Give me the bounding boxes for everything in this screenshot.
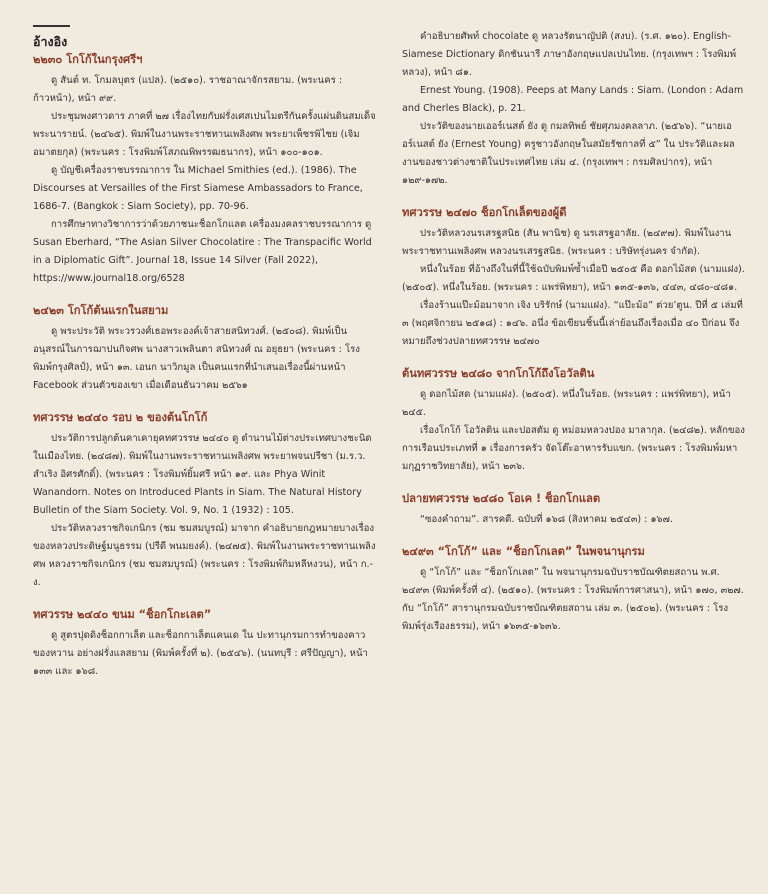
section-heading: ต้นทศวรรษ ๒๔๘๐ จากโกโก้ถึงโอวัลติน xyxy=(402,367,595,380)
reference-entry: ดู “โกโก้” และ “ช็อกโกเลต” ใน พจนานุกรมฉบับราชบัณฑิตยสถาน พ.ศ. ๒๔๙๓ (พิมพ์ครั้งที่ ๔). (๒๕๑๐). (พระนคร : โรงพิมพ์การศาสนา), หน้า ๑๗๐, ๓๒๗. กับ “โกโก้” สารานุกรมฉบับราชบัณฑิตยสถาน เล่ม ๓. (๒๕๐๒). (พระนคร : โรงพิมพ์รุ่งเรืองธรรม), หน้า ๑๖๓๕-๑๖๓๖. xyxy=(402,567,744,632)
reference-section xyxy=(33,409,377,592)
right-column xyxy=(402,28,746,650)
reference-entry: ประวัติของนายเออร์เนสต์ ยัง ดู กมลทิพย์ ชัยศุภมงคลลาภ. (๒๕๖๖). “นายเออร์เนสต์ ยัง (Ernest Young) ครูชาวอังกฤษในสมัยรัชกาลที่ ๕” ใน ประวัติและผลงานของชาวต่างชาติในประเทศไทย เล่ม ๔. (กรุงเทพฯ : กรมศิลปากร), หน้า ๑๒๙-๑๗๒. xyxy=(402,121,735,186)
reference-entry: “ซองคำถาม”. สารคดี. ฉบับที่ ๑๖๘ (สิงหาคม ๒๕๔๓) : ๑๖๗. xyxy=(420,514,673,525)
reference-entry: เรื่องโกโก้ โอวัลติน และปอสตัม ดู หม่อมหลวงปอง มาลากุล. (๒๔๘๒). หลักของการเรือนประเภทที่ ๑ เรื่องการครัว จัดโต๊ะอาหารรับแขก. (พระนคร : โรงพิมพ์มหามกุฏราชวิทยาลัย), หน้า ๒๓๖. xyxy=(402,425,745,472)
title-rule xyxy=(33,25,70,27)
reference-entry: ประชุมพงศาวดาร ภาคที่ ๒๗ เรื่องไทยกับฝรั่งเศสเปนไมตรีกันครั้งแผ่นดินสมเด็จพระนารายน์. (๒๔๖๕). พิมพ์ในงานพระราชทานเพลิงศพ พระยาเพ็ชรพิไชย (เจิม อมาตยกุล) (พระนคร : โรงพิมพ์โสภณพิพรรฒธนากร), หน้า ๑๐๐-๑๐๑. xyxy=(33,111,376,158)
reference-entry: Ernest Young. (1908). Peeps at Many Lands : Siam. (London : Adam and Cherles Black), p. 21. xyxy=(402,85,744,114)
section-heading: ทศวรรษ ๒๔๔๐ ขนม “ช็อกโกะเลต” xyxy=(33,608,212,621)
reference-entry: ดู ดอกไม้สด (นามแฝง). (๒๕๐๕). หนึ่งในร้อย. (พระนคร : แพร่พิทยา), หน้า ๒๔๕. xyxy=(402,389,731,418)
page-title: อ้างอิง xyxy=(33,34,68,49)
reference-entry: ประวัติหลวงนรเสรฐสนิธ (สัน พานิช) ดู นรเสรฐอาลัย. (๒๔๙๗). พิมพ์ในงานพระราชทานเพลิงศพ หลวงนรเสรฐสนิธ. (พระนคร : บริษัทรุ่งนคร จำกัด). xyxy=(402,228,732,257)
reference-entry: ดู สูตรปุดดิงช็อกกาเล็ต และช็อกกาเล็ตแคนเด ใน ปะทานุกรมการทำของคาวของหวาน อย่างฝรั่งแลสยาม (พิมพ์ครั้งที่ ๒). (๒๕๔๖). (นนทบุรี : ศรีปัญญา), หน้า ๑๓๓ และ ๑๖๘. xyxy=(33,630,368,677)
reference-entry: เรื่องร้านแป๊ะม้อมาจาก เจิง บริรักษ์ (นามแฝง). “แป๊ะม้อ” ต่วย’ตูน. ปีที่ ๕ เล่มที่ ๓ (พฤศจิกายน ๒๕๑๘) : ๑๔๖. อนึ่ง ข้อเขียนชิ้นนี้เล่าย้อนถึงเรื่องเมื่อ ๔๐ ปีก่อน จึงหมายถึงช่วงปลายทศวรรษ ๒๔๗๐ xyxy=(402,300,743,347)
reference-entry: หนึ่งในร้อย ที่อ้างถึงในที่นี้ใช้ฉบับพิมพ์ซ้ำเมื่อปี ๒๕๐๕ คือ ดอกไม้สด (นามแฝง). (๒๕๐๕). หนึ่งในร้อย. (พระนคร : แพร่พิทยา), หน้า ๑๓๕-๑๓๖, ๔๔๓, ๔๘๐-๔๘๑. xyxy=(402,264,745,293)
reference-entry: ดู บัญชีเครื่องราชบรรณาการ ใน Michael Smithies (ed.). (1986). The Discourses at Versailles of the First Siamese Ambassadors to France, 1686-7. (Bangkok : Siam Society), pp. 70-96. xyxy=(33,165,363,212)
reference-section xyxy=(402,28,746,190)
reference-entry: การศึกษาทางวิชาการว่าด้วยภาชนะช็อกโกแลต เครื่องมงคลราชบรรณาการ ดู Susan Eberhard, “The Asian Silver Chocolatire : The Transpacific World in a Diplomatic Gift”. Journal 18, Issue 14 Silver (Fall 2022), https://www.journal18.org/6528 xyxy=(33,219,372,284)
section-heading: ปลายทศวรรษ ๒๔๘๐ โอเค ! ช็อกโกแลต xyxy=(402,492,601,505)
reference-section xyxy=(402,365,746,476)
reference-section xyxy=(33,606,377,681)
reference-entry: คำอธิบายศัพท์ chocolate ดู หลวงรัตนาญัปติ (สงบ). (ร.ศ. ๑๒๐). English-Siamese Dictionary ดิกชันนารี ภาษาอังกฤษแปลเปนไทย. (กรุงเทพฯ : โรงพิมพ์หลวง), หน้า ๘๑. xyxy=(402,31,737,78)
section-heading: ๒๔๙๓ “โกโก้” และ “ช็อกโกเลต” ในพจนานุกรม xyxy=(402,545,645,558)
reference-entry: ประวัติการปลูกต้นคาเคายุคทศวรรษ ๒๔๔๐ ดู ตำนานไม้ต่างประเทศบางชะนิดในเมืองไทย. (๒๔๘๗). พิมพ์ในงานพระราชทานเพลิงศพ พระยาพจนปรีชา (ม.ร.ว. สำเริง อิศรศักดิ์). (พระนคร : โรงพิมพ์ยิ้มศรี หน้า ๑๙. และ Phya Winit Wanandorn. Notes on Introduced Plants in Siam. The Natural History Bulletin of the Siam Society. Vol. 9, No. 1 (1932) : 105. xyxy=(33,433,372,516)
section-heading: ทศวรรษ ๒๔๔๐ รอบ ๒ ของต้นโกโก้ xyxy=(33,411,208,424)
reference-section xyxy=(33,51,377,288)
section-heading: ๒๔๒๓ โกโก้ต้นแรกในสยาม xyxy=(33,304,169,317)
reference-section xyxy=(33,302,377,395)
section-heading: ทศวรรษ ๒๔๗๐ ช็อกโกเล็ตของผู้ดี xyxy=(402,206,567,219)
reference-section xyxy=(402,543,746,636)
reference-entry: ดู สันต์ ท. โกมลบุตร (แปล). (๒๕๑๐). ราชอาณาจักรสยาม. (พระนคร : ก้าวหน้า), หน้า ๙๙. xyxy=(33,75,343,104)
reference-section xyxy=(402,204,746,351)
reference-section xyxy=(402,490,746,529)
section-heading: ๒๒๓๐ โกโก้ในกรุงศรีฯ xyxy=(33,53,143,66)
left-column xyxy=(33,51,377,695)
reference-entry: ประวัติหลวงราชกิจเกนิกร (ชม ชมสมบูรณ์) มาจาก คำอธิบายกฎหมายบางเรื่องของหลวงประดิษฐ์มนูธรรม (ปรีดี พนมยงค์). (๒๔๗๕). พิมพ์ในงานพระราชทานเพลิงศพ หลวงราชกิจเกนิกร (ชม ชมสมบูรณ์) (พระนคร : โรงพิมพ์กิมหลีหงวน), หน้า ก.-ง. xyxy=(33,523,376,588)
reference-entry: ดู พระประวัติ พระวรวงศ์เธอพระองค์เจ้าสายสนิทวงศ์. (๒๕๐๘). พิมพ์เป็นอนุสรณ์ในการฌาปนกิจศพ นางสาวเพลินตา สนิทวงศ์ ณ อยุธยา (พระนคร : โรงพิมพ์กรุงศิลป์), หน้า ๑๓. เอนก นาวิกมูล เป็นคนแรกที่นำเสนอเรื่องนี้ผ่านหน้า Facebook ส่วนตัวของเขา เมื่อเดือนธันวาคม ๒๕๖๑ xyxy=(33,326,360,391)
